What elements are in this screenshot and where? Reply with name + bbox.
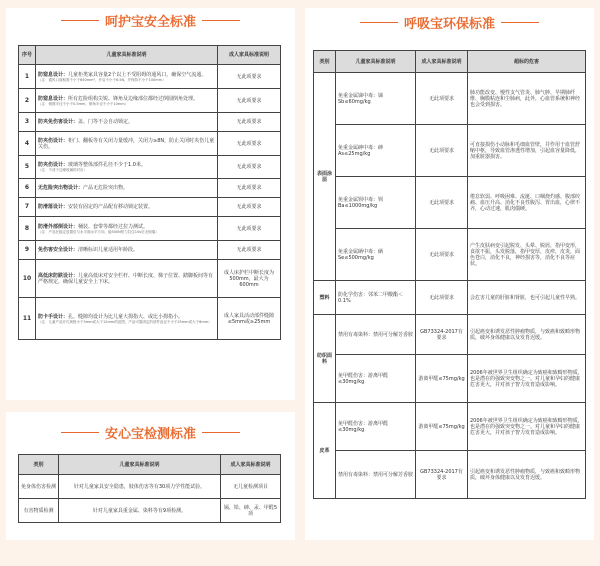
standard-text: 盖、门等不会自动锁定。 xyxy=(78,119,134,125)
row-number: 6 xyxy=(19,179,36,198)
table-row xyxy=(19,198,281,217)
table-row xyxy=(19,241,281,260)
child-standard-cell xyxy=(36,89,218,113)
child-standard-cell xyxy=(36,113,218,132)
col-header-adult: 成人家具标准说明 xyxy=(416,51,468,73)
row-number: 1 xyxy=(19,65,36,89)
category-cell: 皮革 xyxy=(314,403,336,499)
col-header-child: 儿童家具标准说明 xyxy=(59,455,221,475)
child-standard-cell: 免重金属砷中毒：砷As≤25mg/kg xyxy=(336,125,416,177)
safety-standard-title: 呵护宝安全标准 xyxy=(104,14,196,30)
child-standard-cell: 针对儿童家具安全隐患，肢体伤害等有30项力学性能试验。 xyxy=(59,475,221,499)
adult-standard-cell: 无此项要求 xyxy=(416,177,468,229)
adult-standard-cell: 无此项要求 xyxy=(218,179,281,198)
standard-heading: 无危险突出物设计： xyxy=(38,185,84,191)
title-rule-right xyxy=(202,432,240,433)
row-number: 4 xyxy=(19,132,36,156)
table-row xyxy=(19,260,281,298)
harm-cell: 会危害儿童的肝脏和肾脏，也可引起儿童性早熟。 xyxy=(468,281,586,315)
row-number: 5 xyxy=(19,156,36,179)
standard-heading: 防卡手设计： xyxy=(38,313,69,320)
child-standard-cell xyxy=(36,298,218,340)
child-standard-cell xyxy=(36,260,218,298)
table-row xyxy=(19,89,281,113)
child-standard-cell xyxy=(36,65,218,89)
safety-standard-title-wrap xyxy=(6,12,295,28)
title-rule-left xyxy=(360,22,398,23)
child-standard-cell: 免重金属硒中毒：硒Se≤500mg/kg xyxy=(336,229,416,281)
eco-standard-table xyxy=(313,50,586,499)
table-row xyxy=(19,156,281,179)
standard-heading: 免伤害安全设计： xyxy=(38,247,79,253)
title-rule-right xyxy=(501,22,539,23)
harm-cell: 2006年被世界卫生组织确定为致癌和致畸形物质，也是潜在的强致突变物之一。对儿童和孕妇的健康危害更大，并对孩子智力发育造成影响。 xyxy=(468,403,586,451)
adult-standard-cell: 游离甲醛≤75mg/kg xyxy=(416,403,468,451)
title-rule-left xyxy=(61,432,99,433)
category-cell: 免身体伤害检测 xyxy=(19,475,59,499)
table-row xyxy=(19,217,281,241)
adult-standard-cell: 无儿童检测项目 xyxy=(221,475,281,499)
row-number: 3 xyxy=(19,113,36,132)
child-standard-cell xyxy=(36,132,218,156)
adult-standard-cell: 游离甲醛≤75mg/kg xyxy=(416,355,468,403)
adult-standard-cell: GB73324-2017有要求 xyxy=(416,451,468,499)
child-standard-cell: 免甲醛伤害：游离甲醛≤30mg/kg xyxy=(336,403,416,451)
standard-text: 安装有固定的产品配有移动锁定装置。 xyxy=(68,204,154,210)
adult-standard-cell: 无此项要求 xyxy=(416,73,468,125)
child-standard-cell: 免甲醛伤害：游离甲醛≤30mg/kg xyxy=(336,355,416,403)
standard-note: （注：产品在稳定放置后与水平面水平方向，能500N恒力拉住10s后无倒塌） xyxy=(38,229,159,234)
adult-standard-cell: 无此项要求 xyxy=(218,65,281,89)
col-header-child: 儿童家具标准说明 xyxy=(36,46,218,65)
standard-note: （注：儿童产品开孔规格小于5mm或大于12mm的范围，产品可靠固定的部件直径不小于25mm或大于6mm） xyxy=(38,319,212,324)
col-header-child: 儿童家具标准说明 xyxy=(336,51,416,73)
child-standard-cell: 免重金属锑中毒：锑Sb≤60mg/kg xyxy=(336,73,416,125)
table-row xyxy=(314,229,586,281)
col-header-category: 类别 xyxy=(314,51,336,73)
eco-standard-title-wrap xyxy=(305,14,594,30)
testing-standard-rows xyxy=(19,475,281,523)
table-row xyxy=(314,355,586,403)
child-standard-cell xyxy=(36,156,218,179)
harm-cell: 倦怠软弱、呼吸困难、流涎、口咽烧灼感、腹部绞痛、血压升高、消化不良性腹泻、胃出血，心律不齐，心动过速，肌肉僵硬。 xyxy=(468,177,586,229)
standard-note: （注：倒圆半径不小于0.5mm，倒角半径不小于10mm） xyxy=(38,101,129,106)
col-header-harm: 超标的危害 xyxy=(468,51,586,73)
harm-cell: 引起癌变和诱发恶性肿瘤物质，与致癌和致畸形物质，破坏身体健康以及发育迟缓。 xyxy=(468,451,586,499)
table-row xyxy=(314,73,586,125)
table-row xyxy=(19,65,281,89)
eco-standard-title: 呼吸宝环保标准 xyxy=(403,16,495,32)
safety-standard-panel xyxy=(6,8,295,400)
standard-heading: 防滑落设计： xyxy=(38,204,69,210)
safety-standard-table xyxy=(18,45,281,340)
title-rule-right xyxy=(202,20,240,21)
adult-standard-cell: GB73324-2017有要求 xyxy=(416,315,468,355)
adult-standard-cell: 无此项要求 xyxy=(218,132,281,156)
adult-standard-cell: 无此项要求 xyxy=(218,241,281,260)
table-row xyxy=(19,132,281,156)
category-cell: 表面涂层 xyxy=(314,73,336,281)
child-standard-cell: 针对儿童家具重金属、染料等有9项检测。 xyxy=(59,499,221,523)
harm-cell: 肺功能改变、慢性支气管炎、肺气肿、早期肺纤维、胸膜粘连和尘肺病，此外，心血管系统和神经也会受到损害。 xyxy=(468,73,586,125)
standard-text: 儿童柜类家具容量2个以上不受阻碍的通风口，确保空气流通。 xyxy=(68,71,207,78)
standard-text: 柜门、翻板等有关闭力量缓冲，关闭力≥8N，防止关闭时夹伤儿童关伤。 xyxy=(38,137,215,150)
standard-heading: 防夹伤设计： xyxy=(38,162,69,168)
adult-standard-cell: 无此项要求 xyxy=(218,198,281,217)
child-standard-cell xyxy=(36,179,218,198)
adult-standard-cell: 无此项要求 xyxy=(218,113,281,132)
standard-text: 所有危险组构尖锐、锋角及边缘部位都经过倒圆倒角处理。 xyxy=(68,95,199,102)
testing-standard-table xyxy=(18,454,281,523)
standard-text: 儿童高低床对安全栏杆、中断长度、梯子位置、踏脚板间等有严格规定，确保儿童安全上下床。 xyxy=(38,272,214,285)
testing-standard-title-wrap xyxy=(6,424,295,440)
table-row xyxy=(19,113,281,132)
standard-note: （注：不适于边缘玻璃的对应） xyxy=(38,168,87,172)
eco-standard-panel xyxy=(305,8,594,540)
col-header-no: 序号 xyxy=(19,46,36,65)
standard-heading: 防滑外部倒设计： xyxy=(38,223,79,230)
row-number: 10 xyxy=(19,260,36,298)
row-number: 11 xyxy=(19,298,36,340)
table-row xyxy=(19,499,281,523)
standard-note: （注：通风口面积需不小于650mm²，开启不小于6.5N，并保持不小于100mm） xyxy=(38,77,166,82)
adult-standard-cell: 无此项要求 xyxy=(218,156,281,179)
col-header-adult: 成人家具标准说明 xyxy=(218,46,281,65)
child-standard-cell xyxy=(36,198,218,217)
col-header-adult: 成人家具标准说明 xyxy=(221,455,281,475)
table-row xyxy=(314,315,586,355)
child-standard-cell xyxy=(36,217,218,241)
adult-standard-cell: 成人床护栏中断长度为500mm，最大为600mm xyxy=(218,260,281,298)
adult-standard-cell: 无此项要求 xyxy=(416,125,468,177)
table-row xyxy=(19,179,281,198)
table-row xyxy=(314,177,586,229)
testing-standard-panel xyxy=(6,412,295,540)
standard-heading: 防夹伤设计： xyxy=(38,137,69,144)
table-row xyxy=(314,403,586,451)
table-row xyxy=(314,451,586,499)
row-number: 2 xyxy=(19,89,36,113)
harm-cell: 引起癌变和诱发恶性肿瘤物质，与致癌和致畸形物质，破坏身体健康以及发育迟缓。 xyxy=(468,315,586,355)
harm-cell: 产生皮肤病变引起脱发、头晕、脱屑，指甲变形，食欲不振，头发脱落，指甲变厚，皮疹，皮炎，面色苍白，消化不良，神经损害等，消化不良等症状。 xyxy=(468,229,586,281)
adult-standard-cell: 成人家具活动部件缝隙≤5mm或≥25mm xyxy=(218,298,281,340)
standard-text: 清晰标识儿童适用年龄段。 xyxy=(78,247,139,253)
child-standard-cell: 禁用有毒染料：禁用可分解芳香胺 xyxy=(336,315,416,355)
standard-text: 桶装、套带等都经过拉力测试。 xyxy=(78,223,149,230)
eco-standard-rows xyxy=(314,73,586,499)
standard-heading: 防夹免伤害设计： xyxy=(38,119,79,125)
adult-standard-cell: 无此项要求 xyxy=(218,217,281,241)
table-row xyxy=(19,475,281,499)
child-standard-cell: 防化学伤害：邻苯二甲酸酯＜0.1% xyxy=(336,281,416,315)
table-row xyxy=(314,281,586,315)
child-standard-cell xyxy=(36,241,218,260)
harm-cell: 2006年被世界卫生组织确定为致癌和致畸形物质，也是潜在的强致突变物之一。对儿童和孕妇的健康危害更大，并对孩子智力发育造成影响。 xyxy=(468,355,586,403)
standard-text: 产品无危险突出物。 xyxy=(83,185,129,191)
testing-standard-title: 安心宝检测标准 xyxy=(104,426,196,442)
child-standard-cell: 禁用有毒染料：禁用可分解芳香胺 xyxy=(336,451,416,499)
category-cell: 塑料 xyxy=(314,281,336,315)
safety-standard-rows xyxy=(19,65,281,340)
harm-cell: 可直接损伤小动脉和毛细血管壁，并作用于血管舒缩中枢，导致血管渗透性增加，引起血容量降低，加重脏器损害。 xyxy=(468,125,586,177)
standard-text: 玻璃等整体部件孔径不少于1.0米。 xyxy=(68,162,146,168)
adult-standard-cell: 镉、铅、砷、汞、甲醛5项 xyxy=(221,499,281,523)
category-cell: 有害物质检测 xyxy=(19,499,59,523)
table-row xyxy=(314,125,586,177)
category-cell: 纺织面料 xyxy=(314,315,336,403)
standard-heading: 防窒息设计： xyxy=(38,71,69,78)
adult-standard-cell: 无此项要求 xyxy=(218,89,281,113)
child-standard-cell: 免重金属钡中毒：钡Ba≤1000mg/kg xyxy=(336,177,416,229)
standard-text: 孔、缝隙均设计为比儿童大拇指大、或比小拇指小。 xyxy=(68,313,184,320)
standard-heading: 高低床防跌设计： xyxy=(38,272,79,279)
row-number: 8 xyxy=(19,217,36,241)
adult-standard-cell: 无此项要求 xyxy=(416,229,468,281)
row-number: 7 xyxy=(19,198,36,217)
title-rule-left xyxy=(61,20,99,21)
table-row xyxy=(19,298,281,340)
row-number: 9 xyxy=(19,241,36,260)
standard-heading: 防窒息设计： xyxy=(38,95,69,102)
col-header-category: 类别 xyxy=(19,455,59,475)
adult-standard-cell: 无此项要求 xyxy=(416,281,468,315)
